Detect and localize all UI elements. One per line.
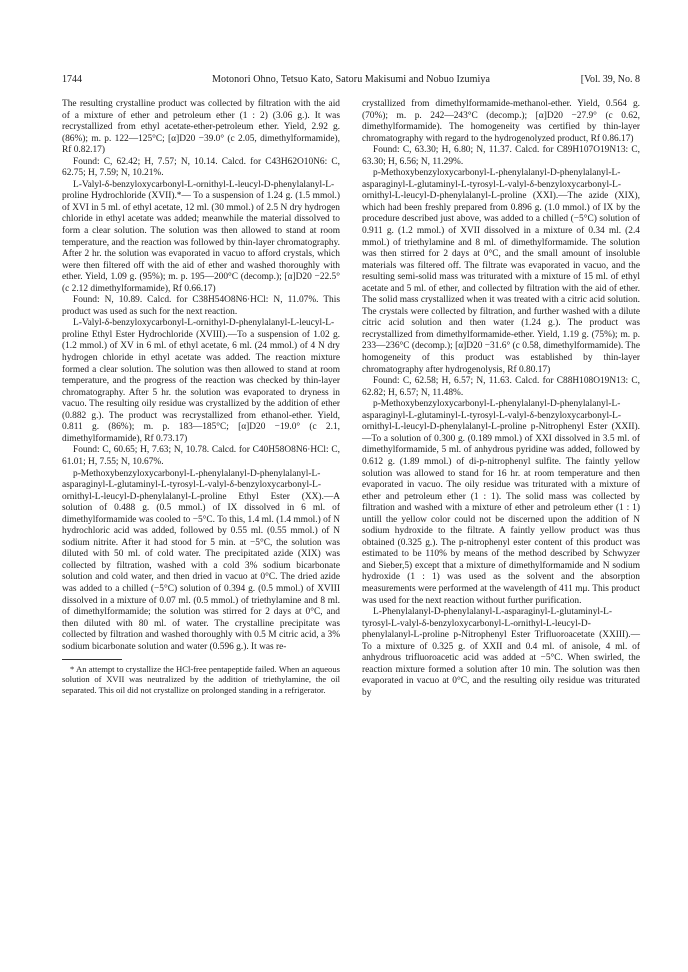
running-title-authors: Motonori Ohno, Tetsuo Kato, Satoru Makisumi and Nobuo Izumiya (212, 74, 490, 85)
paragraph: Found: C, 60.65; H, 7.63; N, 10.78. Calcd. for C40H58O8N6·HCl: C, 61.01; H, 7.55; N, 10.67%. (62, 445, 340, 467)
paragraph: p-Methoxybenzyloxycarbonyl-L-phenylalanyl-D-phenylalanyl-L-asparaginyl-L-glutaminyl-L-tyrosyl-L-valyl-δ-benzyloxycarbonyl-L-ornithyl-L-leucyl-D-phenylalanyl-L-proline (XXI).—The azide (XIX), which had been freshly prepared from 0.896 g. (1.0 mmol.) of IX by the procedure described just above, was added to a chilled (−5°C) solution of 0.911 g. (1.2 mmol.) of XVII dissolved in a mixture of 0.34 ml. (2.4 mmol.) of triethylamine and 8 ml. of dimethylformamide. The solution was then stirred for 2 days at 0°C, and the small amount of insoluble materials was filtered off. The filtrate was evaporated in vacuo, and the resulting semi-solid mass was triturated with a mixture of 15 ml. of ethyl acetate and 5 ml. of ether, and collected by filtration with the aid of ether. The solid mass crystallized when it was treated with a citric acid solution. The crystals were collected by filtration, and further washed with a dilute citric acid solution and then water (1.24 g.). The product was recrystallized from dimethylformamide-ether. Yield, 1.19 g. (75%); m. p. 233—236°C (decomp.); [α]D20 −31.6° (c 0.58, dimethylformamide). The homogeneity of this product was established by thin-layer chromatography after hydrogenolysis, Rf 0.80.17) (362, 168, 640, 375)
paragraph: p-Methoxybenzyloxycarbonyl-L-phenylalanyl-D-phenylalanyl-L-asparaginyl-L-glutaminyl-L-tyrosyl-L-valyl-δ-benzyloxycarbonyl-L-ornithyl-L-leucyl-D-phenylalanyl-L-proline p-Nitrophenyl Ester (XXII).—To a solution of 0.300 g. (0.189 mmol.) of XXI dissolved in 3.5 ml. of dimethylformamide, 5 ml. of anhydrous pyridine was added, followed by 0.612 g. (1.89 mmol.) of di-p-nitrophenyl sulfite. The faintly yellow solution was allowed to stand for 16 hr. at room temperature and then evaporated in vacuo. The oily residue was triturated with a mixture of ether and petroleum ether (1 : 1). The solid mass was collected by filtration and washed with a mixture of ether and petroleum ether (1 : 1) untill the yellow color could not be discerned upon the addition of N sodium hydroxide to the filtrate. A faintly yellow product was thus obtained (0.325 g.). The p-nitrophenyl ester content of this product was estimated to be 110% by means of the method described by Schwyzer and Sieber,5) except that a mixture of dimethylformamide and N sodium hydroxide (1 : 1) was used as the solvent and the absorption measurements were performed at the wavelength of 411 mμ. This product was used for the next reaction without further purification. (362, 399, 640, 606)
paragraph: L-Valyl-δ-benzyloxycarbonyl-L-ornithyl-D-phenylalanyl-L-leucyl-L-proline Ethyl Ester Hydrochloride (XVIII).—To a suspension of 1.02 g. (1.2 mmol.) of XV in 6 ml. of ethyl acetate, 6 ml. (24 mmol.) of 4 N dry hydrogen chloride in ethyl acetate was added. The reaction mixture formed a clear solution. The solution was then allowed to stand at room temperature, and the progress of the reaction was checked by thin-layer chromatography. After 5 hr. the solution was evaporated to dryness in vacuo. The resulting oily residue was crystallized by the addition of ether (0.882 g.). The product was recrystallized from ethanol-ether. Yield, 0.811 g. (86%); m. p. 183—185°C; [α]D20 −19.0° (c 2.1, dimethylformamide), Rf 0.73.17) (62, 318, 340, 444)
paragraph: The resulting crystalline product was collected by filtration with the aid of a mixture of ether and petroleum ether (1 : 2) (3.06 g.). It was recrystallized from ethyl acetate-ether-petroleum ether. Yield, 2.92 g. (86%); m. p. 122—125°C; [α]D20 −39.0° (c 2.05, dimethylformamide), Rf 0.82.17) (62, 99, 340, 156)
paragraph: L-Phenylalanyl-D-phenylalanyl-L-asparaginyl-L-glutaminyl-L-tyrosyl-L-valyl-δ-benzyloxycarbonyl-L-ornithyl-L-leucyl-D-phenylalanyl-L-proline p-Nitrophenyl Ester Trifluoroacetate (XXIII).—To a mixture of 0.325 g. of XXII and 0.4 ml. of anisole, 4 ml. of anhydrous trifluoroacetic acid was added at −5°C. When swirled, the reaction mixture formed a solution after 10 min. The solution was then evaporated in vacuo at 0°C, and the resulting oily residue was triturated by (362, 607, 640, 698)
paragraph: crystallized from dimethylformamide-methanol-ether. Yield, 0.564 g. (70%); m. p. 242—243°C (decomp.); [α]D20 −27.9° (c 0.62, dimethylformamide). The homogeneity was certified by thin-layer chromatography with regard to the hydrogenolyzed product, Rf 0.86.17) (362, 99, 640, 144)
left-column (62, 99, 340, 695)
paragraph: Found: C, 63.30; H, 6.80; N, 11.37. Calcd. for C89H107O19N13: C, 63.30; H, 6.56; N, 11.29%. (362, 145, 640, 167)
footnote-rule (62, 659, 122, 660)
paragraph: p-Methoxybenzyloxycarbonyl-L-phenylalanyl-D-phenylalanyl-L-asparaginyl-L-glutaminyl-L-tyrosyl-L-valyl-δ-benzyloxycarbonyl-L-ornithyl-L-leucyl-D-phenylalanyl-L-proline Ethyl Ester (XX).—A solution of 0.488 g. (0.5 mmol.) of IX dissolved in 6 ml. of dimethylformamide was cooled to −5°C. To this, 1.4 ml. (1.4 mmol.) of N hydrochloric acid was added, followed by 0.55 ml. (0.55 mmol.) of N sodium nitrite. After it had stood for 5 min. at −5°C, the solution was diluted with 50 ml. of cold water. The precipitated azide (XIX) was collected by filtration, washed with a cold 3% sodium bicarbonate solution and cold water, and then dried in vacuo at 0°C. The dried azide was added to a chilled (−5°C) solution of 0.394 g. (0.5 mmol.) of XVIII dissolved in a mixture of 0.07 ml. (0.5 mmol.) of triethylamine and 8 ml. of dimethylformamide; the solution was stirred for 2 days at 0°C, and then diluted with 80 ml. of water. The crystalline precipitate was collected by filtration and washed thoroughly with 0.5 M citric acid, a 3% sodium bicarbonate solution and water (0.596 g.). It was re- (62, 468, 340, 652)
paragraph: L-Valyl-δ-benzyloxycarbonyl-L-ornithyl-L-leucyl-D-phenylalanyl-L-proline Hydrochloride (XVII).*— To a suspension of 1.24 g. (1.5 mmol.) of XVI in 5 ml. of ethyl acetate, 12 ml. (30 mmol.) of 2.5 N dry hydrogen chloride in ethyl acetate was added; meanwhile the material dissolved to form a clear solution. The solution was then allowed to stand at room temperature, and the reaction was followed by thin-layer chromatography. After 2 hr. the solution was evaporated in vacuo to afford crystals, which were then filtered off with the aid of ether and washed thoroughly with ether. Yield, 1.09 g. (95%); m. p. 195—200°C (decomp.); [α]D20 −22.5° (c 2.12 dimethylformamide), Rf 0.66.17) (62, 179, 340, 294)
paragraph: Found: C, 62.42; H, 7.57; N, 10.14. Calcd. for C43H62O10N6: C, 62.75; H, 7.59; N, 10.21%. (62, 156, 340, 179)
volume-info: [Vol. 39, No. 8 (580, 74, 640, 85)
footnote (62, 664, 340, 695)
paragraph: Found: C, 62.58; H, 6.57; N, 11.63. Calcd. for C88H108O19N13: C, 62.82; H, 6.57; N, 11.48%. (362, 376, 640, 398)
page-number: 1744 (62, 74, 82, 85)
paragraph: Found: N, 10.89. Calcd. for C38H54O8N6·HCl: N, 11.07%. This product was used as such for the next reaction. (62, 295, 340, 317)
right-column (362, 99, 640, 699)
footnote-text: * An attempt to crystallize the HCl-free pentapeptide failed. When an aqueous solution of XVII was neutralized by the addition of triethylamine, the oil separated. This oil did not crystallize on prolonged standing in a refrigerator. (62, 664, 340, 695)
running-header (62, 74, 640, 88)
